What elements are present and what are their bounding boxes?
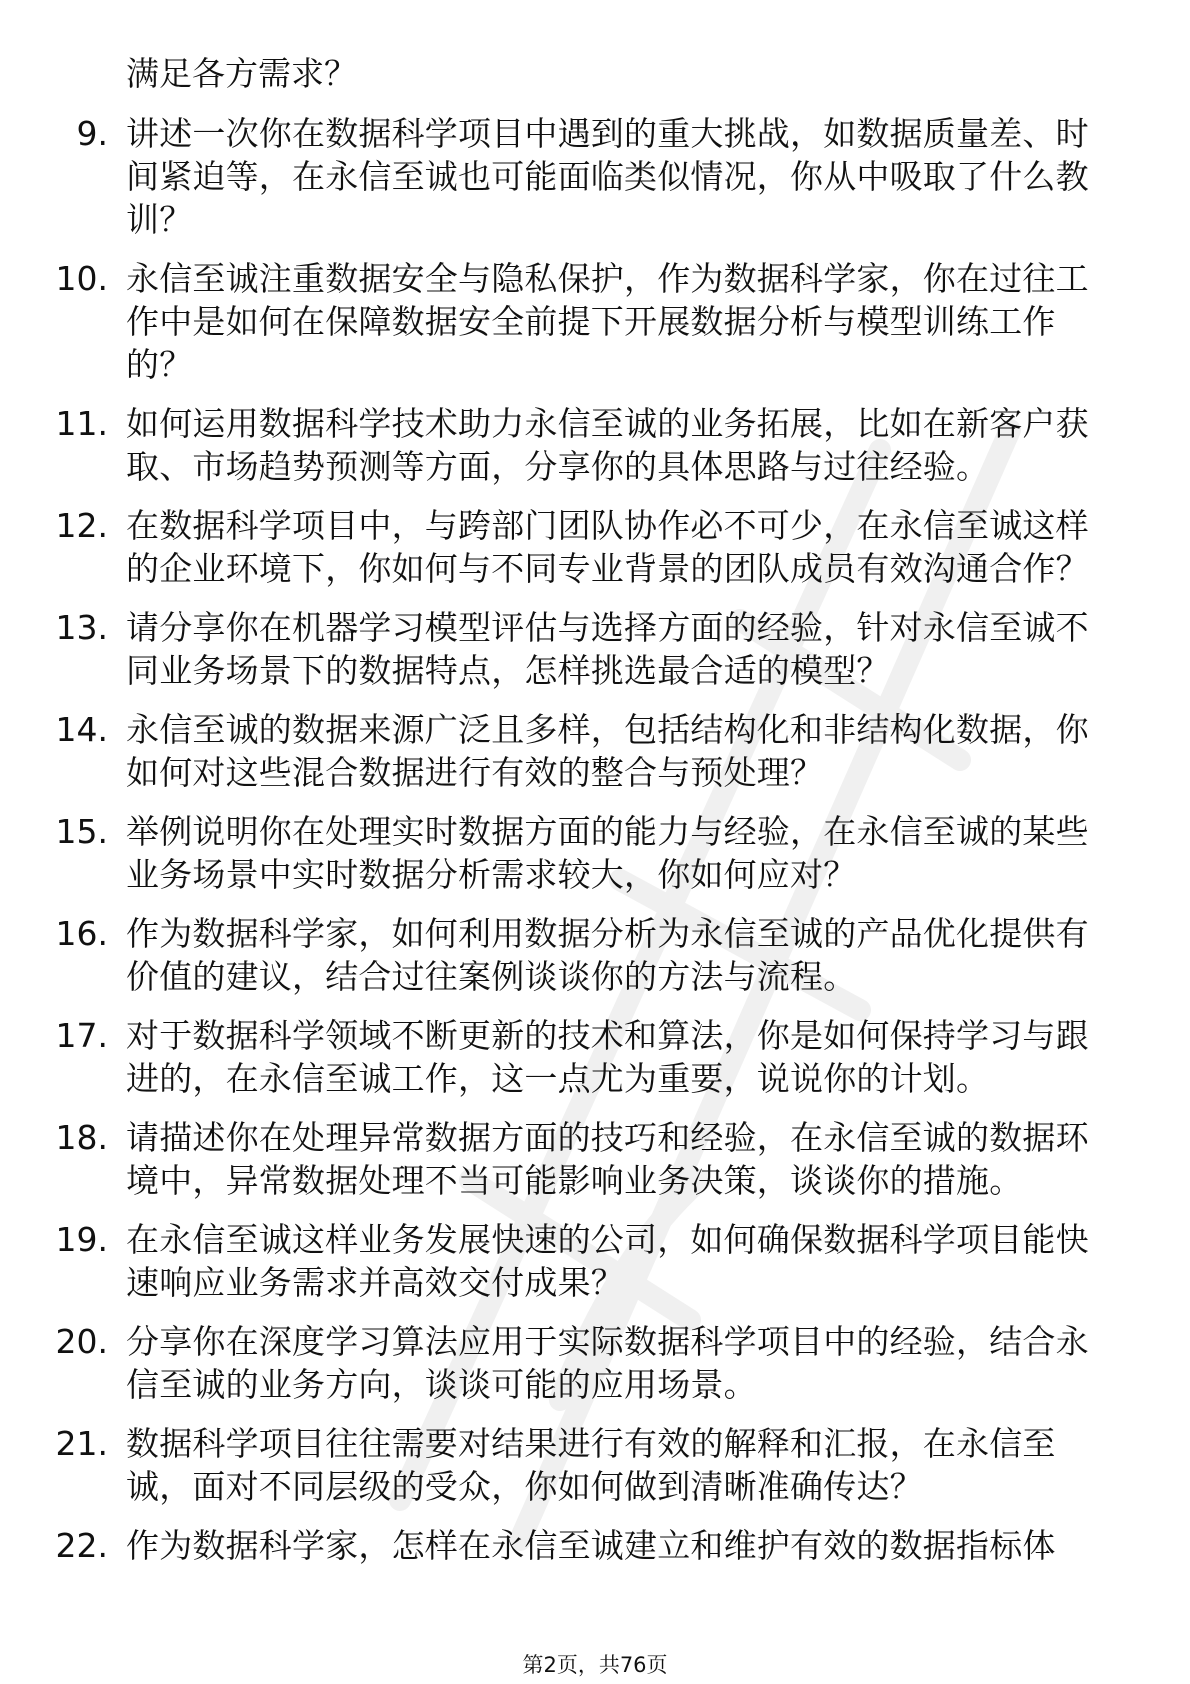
- question-number: 17.: [55, 1016, 108, 1055]
- question-item: [0, 1524, 1190, 1567]
- question-text: 在永信至诚这样业务发展快速的公司，如何确保数据科学项目能快速响应业务需求并高效交付成果？: [126, 1220, 1089, 1302]
- question-item: [0, 402, 1190, 488]
- question-number: 14.: [55, 710, 108, 749]
- question-item: [0, 1116, 1190, 1202]
- question-number: 18.: [55, 1118, 108, 1157]
- question-item: [0, 1014, 1190, 1100]
- question-item: [0, 708, 1190, 794]
- question-text: 永信至诚的数据来源广泛且多样，包括结构化和非结构化数据，你如何对这些混合数据进行有效的整合与预处理？: [126, 710, 1089, 792]
- question-text: 作为数据科学家，怎样在永信至诚建立和维护有效的数据指标体: [126, 1526, 1056, 1565]
- question-number: 22.: [55, 1526, 108, 1565]
- question-text: 讲述一次你在数据科学项目中遇到的重大挑战，如数据质量差、时间紧迫等，在永信至诚也可能面临类似情况，你从中吸取了什么教训？: [126, 114, 1089, 239]
- question-number: 20.: [55, 1322, 108, 1361]
- question-number: 16.: [55, 914, 108, 953]
- question-item: [0, 1422, 1190, 1508]
- question-item: [0, 810, 1190, 896]
- question-text: 请分享你在机器学习模型评估与选择方面的经验，针对永信至诚不同业务场景下的数据特点，怎样挑选最合适的模型？: [126, 608, 1089, 690]
- question-number: 19.: [55, 1220, 108, 1259]
- question-item: [0, 912, 1190, 998]
- question-text: 永信至诚注重数据安全与隐私保护，作为数据科学家，你在过往工作中是如何在保障数据安全前提下开展数据分析与模型训练工作的？: [126, 259, 1089, 384]
- question-item: [0, 1218, 1190, 1304]
- question-text: 举例说明你在处理实时数据方面的能力与经验，在永信至诚的某些业务场景中实时数据分析需求较大，你如何应对？: [126, 812, 1089, 894]
- question-number: 12.: [55, 506, 108, 545]
- page-footer: 第2页，共76页: [522, 1653, 668, 1677]
- question-item: [0, 112, 1190, 241]
- question-number: 10.: [55, 259, 108, 298]
- question-text: 对于数据科学领域不断更新的技术和算法，你是如何保持学习与跟进的，在永信至诚工作，这一点尤为重要，说说你的计划。: [126, 1016, 1089, 1098]
- question-number: 9.: [76, 114, 108, 153]
- question-text: 请描述你在处理异常数据方面的技巧和经验，在永信至诚的数据环境中，异常数据处理不当可能影响业务决策，谈谈你的措施。: [126, 1118, 1089, 1200]
- question-list: [0, 112, 1190, 1583]
- question-text: 分享你在深度学习算法应用于实际数据科学项目中的经验，结合永信至诚的业务方向，谈谈可能的应用场景。: [126, 1322, 1089, 1404]
- question-text: 在数据科学项目中，与跨部门团队协作必不可少，在永信至诚这样的企业环境下，你如何与不同专业背景的团队成员有效沟通合作？: [126, 506, 1089, 588]
- question-text: 作为数据科学家，如何利用数据分析为永信至诚的产品优化提供有价值的建议，结合过往案例谈谈你的方法与流程。: [126, 914, 1089, 996]
- carryover-text: 满足各方需求？: [126, 54, 357, 93]
- question-item: [0, 504, 1190, 590]
- question-item: [0, 1320, 1190, 1406]
- question-number: 15.: [55, 812, 108, 851]
- question-number: 13.: [55, 608, 108, 647]
- question-item: [0, 257, 1190, 386]
- question-text: 如何运用数据科学技术助力永信至诚的业务拓展，比如在新客户获取、市场趋势预测等方面，分享你的具体思路与过往经验。: [126, 404, 1089, 486]
- question-number: 21.: [55, 1424, 108, 1463]
- question-text: 数据科学项目往往需要对结果进行有效的解释和汇报，在永信至诚，面对不同层级的受众，你如何做到清晰准确传达？: [126, 1424, 1056, 1506]
- question-item: [0, 606, 1190, 692]
- question-number: 11.: [55, 404, 108, 443]
